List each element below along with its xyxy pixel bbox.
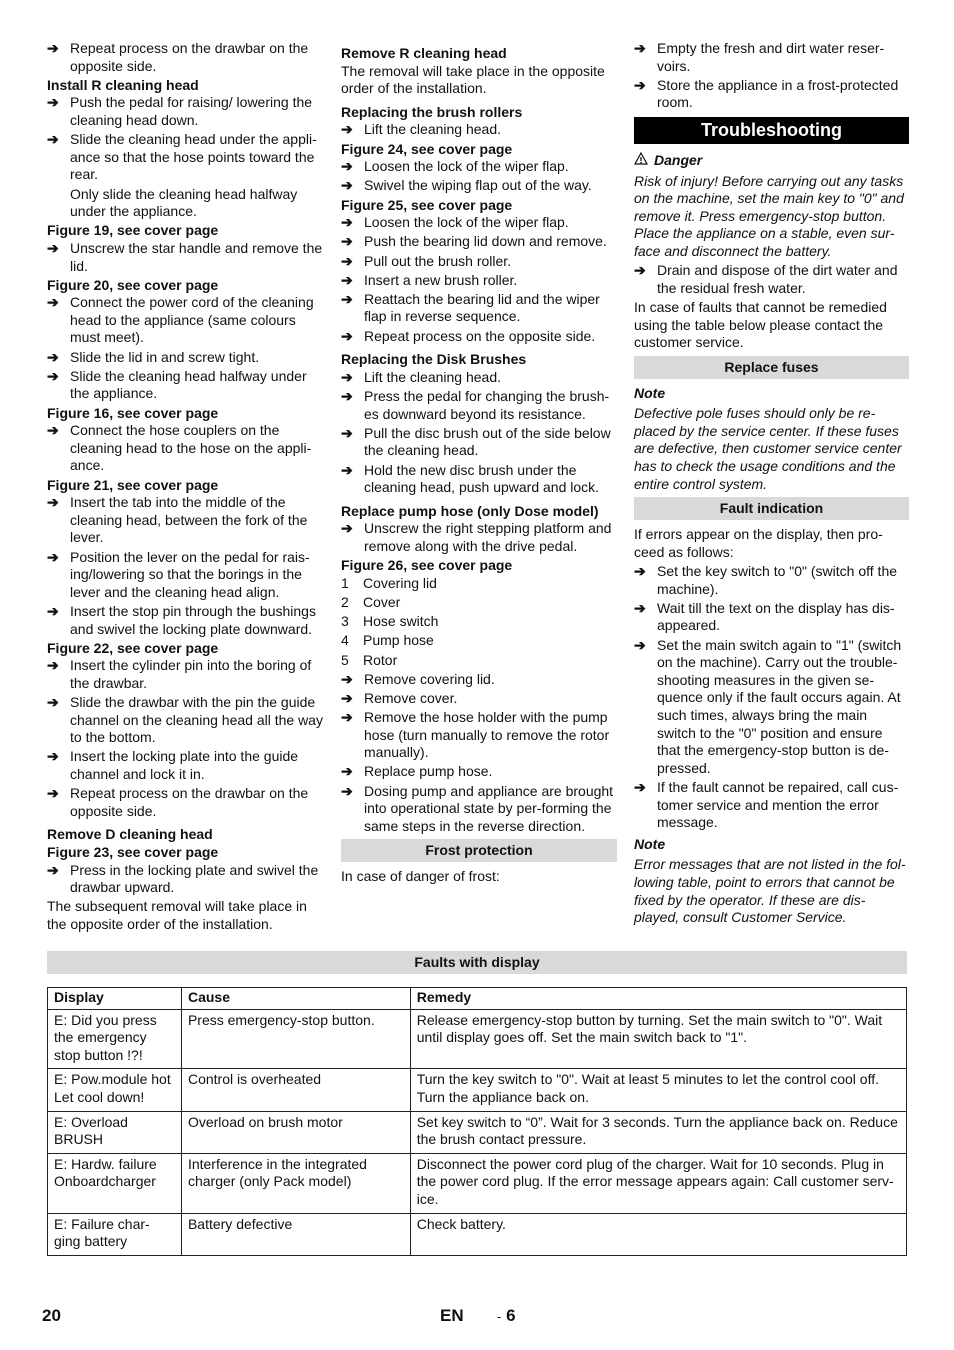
arrow-right-icon: ➔	[341, 670, 353, 687]
section-heading: Figure 24, see cover page	[341, 140, 513, 157]
item-number: 3	[341, 613, 349, 630]
warning-triangle-icon	[634, 152, 648, 170]
bullet-text: Repeat process on the drawbar on the opposite side.	[70, 40, 309, 74]
section-heading: Replace pump hose (only Dose model)	[341, 502, 599, 519]
section-heading: Figure 23, see cover page	[47, 844, 219, 861]
bullet-text: Hold the new disc brush under the cleaning head, push upward and lock.	[364, 461, 600, 496]
arrow-right-icon: ➔	[47, 657, 59, 674]
arrow-right-icon: ➔	[47, 694, 59, 711]
bullet-text: Remove covering lid.	[364, 670, 495, 687]
bullet-item	[341, 291, 617, 326]
arrow-right-icon: ➔	[341, 763, 353, 780]
bullet-item	[341, 121, 617, 139]
bullet-text: If the fault cannot be repaired, call cus-tomer service and mention the error message.	[657, 778, 899, 831]
arrow-right-icon: ➔	[341, 327, 353, 344]
bullet-text: Reattach the bearing lid and the wiper flap in reverse sequence.	[364, 290, 600, 325]
table-row	[48, 1009, 907, 1069]
column-left	[47, 40, 323, 935]
section-heading: Figure 19, see cover page	[47, 222, 219, 239]
bullet-item	[341, 233, 617, 251]
bullet-text: Set the key switch to "0" (switch off the machine).	[657, 563, 898, 597]
italic-paragraph: Risk of injury! Before carrying out any tasks on the machine, set the main key to "0" and remove it. Press emergency-stop button. Place the appliance on a stable, even sur-face and disconnect the battery.	[634, 172, 904, 259]
bullet-text: Position the lever on the pedal for rais-ing/lowering so that the borings in the lever and the cleaning head align.	[70, 548, 310, 600]
bullet-text: Unscrew the right stepping platform and remove along with the drive pedal.	[364, 520, 612, 554]
cell-remedy: Release emergency-stop button by turning. Set the main switch to "0". Wait until display goes off. Set the main switch back to "1".	[410, 1009, 906, 1069]
section-heading: Install R cleaning head	[47, 76, 199, 93]
arrow-right-icon: ➔	[634, 778, 646, 795]
arrow-right-icon: ➔	[47, 40, 59, 56]
bullet-item	[47, 240, 323, 275]
bullet-item	[47, 494, 323, 547]
arrow-right-icon: ➔	[341, 368, 353, 385]
bullet-item	[47, 294, 323, 347]
bullet-item	[634, 563, 909, 598]
bullet-item	[47, 748, 323, 783]
bullet-item	[341, 425, 617, 460]
section-heading: Figure 20, see cover page	[47, 276, 219, 293]
item-text: Rotor	[363, 651, 398, 668]
table-row	[48, 1069, 907, 1111]
arrow-right-icon: ➔	[341, 121, 353, 138]
language-code: EN	[440, 1306, 464, 1325]
bullet-item	[341, 253, 617, 271]
bullet-item	[341, 214, 617, 232]
numbered-item	[341, 594, 617, 612]
numbered-item	[341, 613, 617, 631]
bullet-item	[341, 369, 617, 387]
bullet-item	[47, 603, 323, 638]
bullet-text: Insert the locking plate into the guide channel and lock it in.	[70, 748, 299, 783]
arrow-right-icon: ➔	[634, 76, 646, 93]
bullet-item	[341, 520, 617, 555]
cell-cause: Battery defective	[181, 1213, 410, 1255]
bullet-text: Pull the disc brush out of the side below the cleaning head.	[364, 424, 611, 459]
arrow-right-icon: ➔	[341, 158, 353, 175]
arrow-right-icon: ➔	[634, 262, 646, 279]
section-bar: Fault indication	[634, 497, 909, 520]
page-number: 20	[42, 1306, 61, 1325]
cell-remedy: Turn the key switch to "0". Wait at least 5 minutes to let the control cool off. Turn the appliance back on.	[410, 1069, 906, 1111]
table-row	[48, 1153, 907, 1213]
section-heading: Figure 22, see cover page	[47, 639, 219, 656]
cell-cause: Press emergency-stop button.	[181, 1009, 410, 1069]
paragraph: In case of danger of frost:	[341, 868, 500, 885]
bullet-text: Insert a new brush roller.	[364, 271, 518, 288]
bullet-item	[341, 690, 617, 708]
bullet-text: Unscrew the star handle and remove the lid.	[70, 239, 323, 274]
section-heading: Figure 21, see cover page	[47, 476, 219, 493]
bullet-item	[634, 600, 909, 635]
section-page-number	[497, 1307, 516, 1326]
faults-table	[47, 987, 907, 1256]
bullet-text: Repeat process on the drawbar on the opposite side.	[70, 785, 309, 819]
item-number: 4	[341, 632, 349, 649]
cell-remedy: Check battery.	[410, 1213, 906, 1255]
cell-display: E: Overload BRUSH	[48, 1111, 182, 1153]
item-text: Hose switch	[363, 613, 439, 630]
arrow-right-icon: ➔	[341, 177, 353, 194]
bullet-text: Set the main switch again to "1" (switch on the machine). Carry out the trouble-shooting measures in the given se-quence only if the fault occurs again. At such times, always bring the main switch to the "0" position and ensure that the emergency-stop button is de-pressed.	[657, 636, 902, 776]
bullet-item	[47, 785, 323, 820]
numbered-item	[341, 575, 617, 593]
item-text: Cover	[363, 593, 401, 610]
bullet-text: Push the pedal for raising/ lowering the cleaning head down.	[70, 94, 313, 128]
bullet-item	[341, 462, 617, 497]
bullet-item	[634, 262, 909, 297]
cell-cause: Control is overheated	[181, 1069, 410, 1111]
bullet-item	[47, 422, 323, 475]
arrow-right-icon: ➔	[341, 689, 353, 706]
bullet-text: Lift the cleaning head.	[364, 121, 501, 138]
bullet-text: Loosen the lock of the wiper flap.	[364, 214, 569, 231]
bullet-text: Connect the hose couplers on the cleaning head to the hose on the appli-ance.	[70, 422, 312, 474]
bullet-item	[634, 77, 909, 112]
bullet-text: Repeat process on the opposite side.	[364, 327, 596, 344]
arrow-right-icon: ➔	[341, 271, 353, 288]
bullet-item	[634, 779, 909, 832]
arrow-right-icon: ➔	[47, 548, 59, 565]
bullet-item	[634, 40, 909, 75]
arrow-right-icon: ➔	[47, 748, 59, 765]
arrow-right-icon: ➔	[341, 214, 353, 231]
arrow-right-icon: ➔	[341, 461, 353, 478]
bullet-item	[47, 862, 323, 897]
danger-heading	[634, 152, 909, 170]
table-header-row	[48, 988, 907, 1010]
bullet-text: Slide the lid in and screw tight.	[70, 348, 260, 365]
section-heading: Remove D cleaning head	[47, 826, 213, 843]
header-remedy: Remedy	[410, 988, 906, 1010]
table-row	[48, 1213, 907, 1255]
arrow-right-icon: ➔	[341, 233, 353, 250]
section-heading: Figure 16, see cover page	[47, 404, 219, 421]
bullet-text: Lift the cleaning head.	[364, 368, 501, 385]
bullet-text: Remove the hose holder with the pump hose (turn manually to remove the rotor manually).	[364, 709, 610, 761]
arrow-right-icon: ➔	[341, 709, 353, 726]
arrow-right-icon: ➔	[47, 422, 59, 439]
bullet-text: Dosing pump and appliance are brought into operational state by per-forming the same steps in the reverse direction.	[364, 782, 614, 834]
item-number: 5	[341, 651, 349, 668]
bullet-text: Store the appliance in a frost-protected room.	[657, 76, 899, 111]
bullet-text: Slide the drawbar with the pin the guide channel on the cleaning head all the way to the bottom.	[70, 694, 323, 746]
bullet-item	[634, 637, 909, 778]
bullet-item	[341, 671, 617, 689]
section-heading: Replacing the Disk Brushes	[341, 351, 527, 368]
section-bar: Frost protection	[341, 839, 617, 862]
bullet-text: Pull out the brush roller.	[364, 252, 512, 269]
arrow-right-icon: ➔	[47, 294, 59, 311]
section-heading: Remove R cleaning head	[341, 45, 507, 61]
arrow-right-icon: ➔	[341, 520, 353, 537]
cell-cause: Overload on brush motor	[181, 1111, 410, 1153]
bullet-item	[47, 368, 323, 403]
cell-cause: Interference in the integrated charger (only Pack model)	[181, 1153, 410, 1213]
bullet-text: Press the pedal for changing the brush-es downward beyond its resistance.	[364, 388, 610, 422]
arrow-right-icon: ➔	[47, 785, 59, 802]
arrow-right-icon: ➔	[47, 239, 59, 256]
bullet-item	[47, 94, 323, 129]
section-bar: Replace fuses	[634, 356, 909, 379]
bullet-item	[341, 328, 617, 346]
arrow-right-icon: ➔	[47, 861, 59, 878]
bullet-text: Swivel the wiping flap out of the way.	[364, 177, 592, 194]
bullet-item	[47, 40, 323, 75]
bullet-text: Insert the stop pin through the bushings and swivel the locking plate downward.	[70, 602, 316, 637]
bullet-item	[341, 177, 617, 195]
section-heading: Figure 25, see cover page	[341, 196, 513, 213]
item-text: Pump hose	[363, 632, 434, 649]
indented-text: Only slide the cleaning head halfway under the appliance.	[70, 185, 298, 220]
arrow-right-icon: ➔	[341, 290, 353, 307]
danger-label: Danger	[654, 151, 703, 168]
cell-remedy: Disconnect the power cord plug of the charger. Wait for 10 seconds. Plug in the power cord plug. If the error message appears again: Call customer serv-ice.	[410, 1153, 906, 1213]
item-number: 1	[341, 574, 349, 591]
italic-paragraph: Defective pole fuses should only be re-placed by the service center. If these fuses are defective, then customer service center has to check the usage conditions and the entire control system.	[634, 405, 902, 492]
bullet-text: Slide the cleaning head under the appli-ance so that the hose points toward the rear.	[70, 131, 317, 183]
cell-remedy: Set key switch to “0”. Wait for 3 seconds. Turn the appliance back on. Reduce the brush contact pressure.	[410, 1111, 906, 1153]
faults-table-title: Faults with display	[47, 951, 907, 974]
section-page: 6	[506, 1306, 516, 1325]
arrow-right-icon: ➔	[634, 40, 646, 56]
page-dash: -	[497, 1309, 502, 1324]
italic-paragraph: Error messages that are not listed in the fol-lowing table, point to errors that cannot be fixed by the operator. If these are dis-played, consult Customer Service.	[634, 856, 906, 926]
paragraph: In case of faults that cannot be remedied using the table below please contact the customer service.	[634, 298, 887, 351]
bullet-text: Connect the power cord of the cleaning head to the appliance (same colours must meet).	[70, 294, 314, 346]
bullet-text: Drain and dispose of the dirt water and the residual fresh water.	[657, 262, 898, 296]
header-display: Display	[48, 988, 182, 1010]
arrow-right-icon: ➔	[47, 348, 59, 365]
bullet-item	[341, 388, 617, 423]
arrow-right-icon: ➔	[47, 367, 59, 384]
arrow-right-icon: ➔	[341, 782, 353, 799]
cell-display: E: Pow.module hot Let cool down!	[48, 1069, 182, 1111]
numbered-item	[341, 632, 617, 650]
paragraph: If errors appear on the display, then pro-ceed as follows:	[634, 526, 883, 560]
arrow-right-icon: ➔	[47, 602, 59, 619]
bullet-text: Slide the cleaning head halfway under the appliance.	[70, 367, 307, 402]
arrow-right-icon: ➔	[47, 94, 59, 111]
paragraph: The subsequent removal will take place in the opposite order of the installation.	[47, 898, 307, 932]
section-heading: Replacing the brush rollers	[341, 103, 523, 120]
column-right	[634, 40, 909, 928]
header-cause: Cause	[181, 988, 410, 1010]
bullet-item	[47, 549, 323, 602]
arrow-right-icon: ➔	[341, 252, 353, 269]
arrow-right-icon: ➔	[341, 424, 353, 441]
arrow-right-icon: ➔	[341, 388, 353, 405]
item-text: Covering lid	[363, 574, 437, 591]
bullet-item	[47, 657, 323, 692]
bullet-text: Loosen the lock of the wiper flap.	[364, 158, 569, 175]
bullet-item	[47, 131, 323, 184]
bullet-item	[341, 709, 617, 762]
numbered-item	[341, 652, 617, 670]
bullet-item	[341, 158, 617, 176]
bullet-text: Empty the fresh and dirt water reser-voirs.	[657, 40, 885, 74]
bullet-text: Replace pump hose.	[364, 763, 493, 780]
bullet-item	[47, 349, 323, 367]
note-heading: Note	[634, 384, 666, 401]
table-row	[48, 1111, 907, 1153]
arrow-right-icon: ➔	[634, 563, 646, 580]
item-number: 2	[341, 593, 349, 610]
bullet-item	[47, 694, 323, 747]
bullet-text: Insert the cylinder pin into the boring of the drawbar.	[70, 657, 312, 691]
bullet-item	[341, 763, 617, 781]
arrow-right-icon: ➔	[634, 636, 646, 653]
arrow-right-icon: ➔	[47, 494, 59, 511]
section-heading: Figure 26, see cover page	[341, 557, 513, 574]
bullet-text: Wait till the text on the display has dis-appeared.	[657, 599, 895, 634]
note-heading: Note	[634, 835, 666, 852]
chapter-title: Troubleshooting	[634, 117, 909, 144]
bullet-text: Remove cover.	[364, 689, 458, 706]
cell-display: E: Failure char-ging battery	[48, 1213, 182, 1255]
paragraph: The removal will take place in the opposite order of the installation.	[341, 62, 605, 97]
bullet-item	[341, 783, 617, 836]
bullet-item	[341, 272, 617, 290]
cell-display: E: Hardw. failure Onboardcharger	[48, 1153, 182, 1213]
bullet-text: Insert the tab into the middle of the cleaning head, between the fork of the lever.	[70, 494, 308, 546]
bullet-text: Push the bearing lid down and remove.	[364, 233, 607, 250]
cell-display: E: Did you press the emergency stop button !?!	[48, 1009, 182, 1069]
bullet-text: Press in the locking plate and swivel the drawbar upward.	[70, 861, 319, 896]
arrow-right-icon: ➔	[47, 131, 59, 148]
arrow-right-icon: ➔	[634, 599, 646, 616]
column-middle	[341, 40, 617, 888]
